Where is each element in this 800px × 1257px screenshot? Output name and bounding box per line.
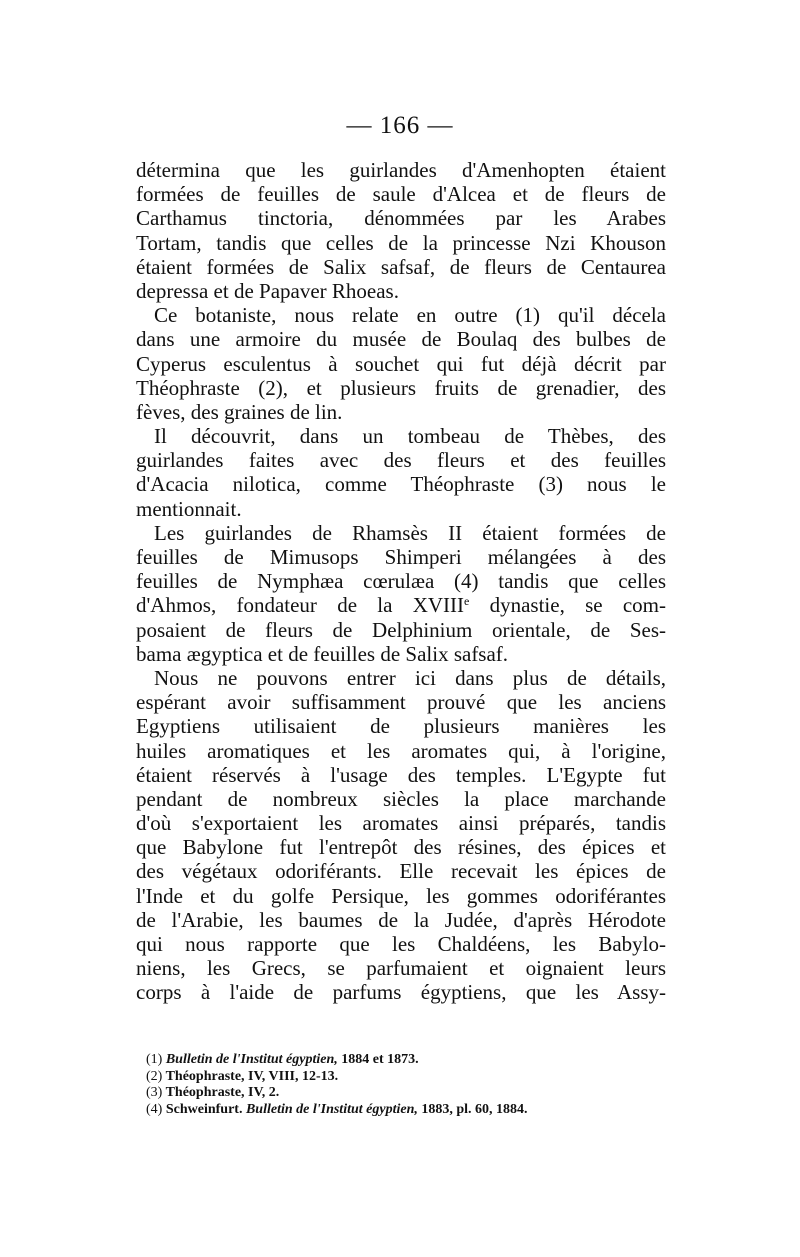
text-line: pendant de nombreux siècles la place marchande	[136, 786, 666, 811]
footnote-number: (2)	[146, 1068, 163, 1084]
page-number: — 166 —	[346, 112, 454, 139]
footnote-text: Théophraste, IV, VIII, 12-13.	[165, 1068, 339, 1084]
text-line: dans une armoire du musée de Boulaq des bulbes de	[136, 327, 666, 352]
text-line: Théophraste (2), et plusieurs fruits de grenadier, des	[136, 375, 666, 400]
text-segment: dynastie, se com-	[469, 593, 666, 618]
text-line: Egyptiens utilisaient de plusieurs manières les	[136, 714, 666, 739]
text-line: feuilles de Nymphæa cœrulæa (4) tandis que celles	[136, 569, 666, 594]
body-text	[136, 158, 666, 1005]
footnote-number: (4)	[146, 1101, 163, 1117]
text-line: étaient réservés à l'usage des temples. L'Egypte fut	[136, 762, 666, 787]
text-line: d'où s'exportaient les aromates ainsi préparés, tandis	[136, 811, 666, 836]
footnote-text: Théophraste, IV, 2.	[165, 1085, 280, 1100]
text-line: bama ægyptica et de feuilles de Salix safsaf.	[136, 641, 509, 666]
text-line	[136, 593, 666, 617]
text-line: espérant avoir suffisamment prouvé que les anciens	[136, 690, 666, 715]
text-line: l'Inde et du golfe Persique, les gommes odoriférantes	[136, 883, 666, 908]
text-line: étaient formées de Salix safsaf, de fleurs de Centaurea	[136, 254, 666, 279]
text-line: Tortam, tandis que celles de la princesse Nzi Khouson	[136, 230, 666, 255]
text-line: Nous ne pouvons entrer ici dans plus de détails,	[154, 665, 666, 690]
text-line: Ce botaniste, nous relate en outre (1) qu'il décela	[154, 303, 666, 328]
text-line: feuilles de Mimusops Shimperi mélangées à des	[136, 545, 666, 569]
text-line: Carthamus tinctoria, dénommées par les Arabes	[136, 206, 666, 231]
text-line: niens, les Grecs, se parfumaient et oignaient leurs	[136, 956, 666, 981]
footnote-text: 1883, pl. 60, 1884.	[417, 1101, 528, 1117]
text-line: depressa et de Papaver Rhoeas.	[136, 278, 399, 303]
text-line: formées de feuilles de saule d'Alcea et de fleurs de	[136, 182, 666, 207]
text-line: corps à l'aide de parfums égyptiens, que les Assy-	[136, 980, 666, 1005]
text-line: huiles aromatiques et les aromates qui, à l'origine,	[136, 738, 666, 763]
text-line: Les guirlandes de Rhamsès II étaient formées de	[154, 520, 666, 545]
footnote-number: (3)	[146, 1085, 163, 1100]
text-line: Il découvrit, dans un tombeau de Thèbes, des	[154, 424, 666, 449]
text-line: posaient de fleurs de Delphinium orientale, de Ses-	[136, 617, 666, 642]
footnote	[146, 1085, 666, 1102]
footnote-text: 1884 et 1873.	[337, 1052, 419, 1067]
footnote	[146, 1052, 666, 1069]
footnote-title: Bulletin de l'Institut égyptien,	[165, 1052, 338, 1067]
text-line: mentionnait.	[136, 496, 242, 521]
footnote-title: Bulletin de l'Institut égyptien,	[245, 1101, 418, 1117]
text-line: qui nous rapporte que les Chaldéens, les Babylo-	[136, 932, 666, 956]
footnote-number: (1)	[146, 1052, 163, 1067]
footnotes	[146, 1052, 666, 1118]
text-line: fèves, des graines de lin.	[136, 399, 343, 424]
text-line: des végétaux odoriférants. Elle recevait les épices de	[136, 859, 666, 884]
text-line: que Babylone fut l'entrepôt des résines, des épices et	[136, 835, 666, 860]
text-segment: d'Ahmos, fondateur de la XVIII	[136, 593, 464, 618]
text-line: d'Acacia nilotica, comme Théophraste (3) nous le	[136, 472, 666, 497]
text-line: de l'Arabie, les baumes de la Judée, d'après Hérodote	[136, 907, 666, 932]
text-line: guirlandes faites avec des fleurs et des feuilles	[136, 448, 666, 473]
footnote-text: Schweinfurt.	[165, 1101, 246, 1117]
footnote	[146, 1069, 666, 1086]
footnote	[146, 1102, 666, 1119]
text-line: Cyperus esculentus à souchet qui fut déjà décrit par	[136, 351, 666, 376]
text-line: détermina que les guirlandes d'Amenhopten étaient	[136, 158, 666, 182]
superscript: e	[464, 594, 470, 609]
